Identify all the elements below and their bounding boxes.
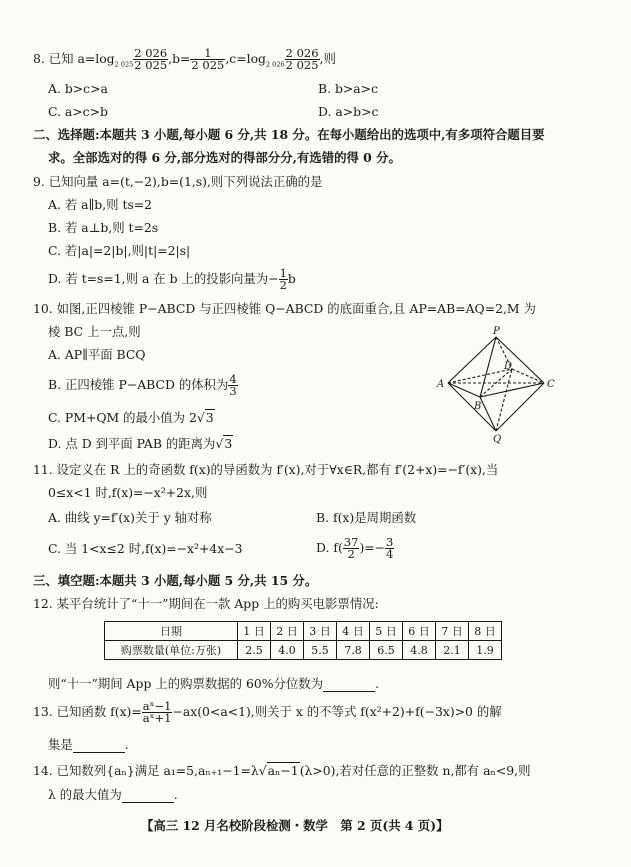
table-header-day: 8 日 xyxy=(469,622,502,641)
q9-option-d: D. 若 t=s=1,则 a 在 b 上的投影向量为− $\frac{1}{2}$ b xyxy=(48,266,296,292)
q9-d-fraction: $\frac{1}{2}$ xyxy=(279,266,287,292)
table-cell: 7.8 xyxy=(337,641,370,660)
q10-option-c: C. PM+QM 的最小值为 2√3 xyxy=(48,410,214,425)
table-cell: 6.5 xyxy=(370,641,403,660)
section2-heading: 二、选择题:本题共 3 小题,每小题 6 分,共 18 分。在每小题给出的选项中,有多项符合题目要 xyxy=(33,127,545,142)
table-header-day: 5 日 xyxy=(370,622,403,641)
q9-option-b: B. 若 a⊥b,则 t=2s xyxy=(48,220,159,235)
q8-stem: 8. 已知 $a=\log_{2 025}$ $\frac{2 026}{2 025}$ ,b= $\frac{1}{2 025}$ $,c=\log_{2 026}$ $\frac{2 026}{2 025}$ ,则 xyxy=(33,46,336,72)
table-header-day: 6 日 xyxy=(403,622,436,641)
q11-option-a: A. 曲线 y=f′(x)关于 y 轴对称 xyxy=(48,510,212,525)
table-row-label: 购票数量(单位:万张) xyxy=(105,641,238,660)
section2-heading-cont: 求。全部选对的得 6 分,部分选对的得部分分,有选错的得 0 分。 xyxy=(48,150,401,165)
q9-stem: 9. 已知向量 a=(t,−2),b=(1,s),则下列说法正确的是 xyxy=(33,174,323,189)
table-cell: 5.5 xyxy=(304,641,337,660)
q9-option-c: C. 若|a|=2|b|,则|t|=2|s| xyxy=(48,243,191,258)
table-header-day: 7 日 xyxy=(436,622,469,641)
q10-option-a: A. AP∥平面 BCQ xyxy=(48,347,146,362)
table-header-day: 1 日 xyxy=(238,622,271,641)
label-p: P xyxy=(493,326,500,337)
q13-stem: 13. 已知函数 f(x)= $\frac{\text{aˣ−1}}{\text{aˣ+1}}$ −ax(0<a<1),则关于 x 的不等式 f(x²+2)+f(−3x)>0 的解 xyxy=(33,699,502,725)
table-header-date: 日期 xyxy=(105,622,238,641)
ticket-table xyxy=(104,621,502,660)
q11-option-c: C. 当 1<x≤2 时,f(x)=−x²+4x−3 xyxy=(48,541,243,556)
table-cell: 2.1 xyxy=(436,641,469,660)
q10-b-fraction: $\frac{4}{3}$ xyxy=(229,372,237,398)
q10-stem-cont: 棱 BC 上一点,则 xyxy=(48,324,141,339)
q8-option-c: C. a>c>b xyxy=(48,104,108,119)
q11-d-fraction-1: $\frac{37}{2}$ xyxy=(343,535,359,561)
table-cell: 1.9 xyxy=(469,641,502,660)
page-footer: 【高三 12 月名校阶段检测・数学 第 2 页(共 4 页)】 xyxy=(141,818,449,833)
table-cell: 4.8 xyxy=(403,641,436,660)
q12-answer-blank[interactable] xyxy=(323,679,375,692)
q11-option-d: D. f( $\frac{37}{2}$ )=− $\frac{3}{4}$ xyxy=(316,535,394,561)
label-d: D xyxy=(504,361,513,372)
label-b: B xyxy=(474,401,482,412)
q14-line2: λ 的最大值为 . xyxy=(48,787,178,802)
q11-stem: 11. 设定义在 R 上的奇函数 f(x)的导函数为 f′(x),对于∀x∈R,都有 f′(2+x)=−f′(x),当 xyxy=(33,462,499,477)
q11-option-b: B. f(x)是周期函数 xyxy=(316,510,417,525)
label-c: C xyxy=(547,379,555,390)
q8-option-d: D. a>b>c xyxy=(318,104,379,119)
q11-d-fraction-2: $\frac{3}{4}$ xyxy=(386,535,394,561)
table-row xyxy=(105,641,502,660)
table-cell: 4.0 xyxy=(271,641,304,660)
table-row xyxy=(105,622,502,641)
q12-question: 则“十一”期间 App 上的购票数据的 60%分位数为 . xyxy=(48,676,380,691)
q13-answer-blank[interactable] xyxy=(73,740,125,753)
q11-stem-cont: 0≤x<1 时,f(x)=−x²+2x,则 xyxy=(48,485,208,500)
table-header-day: 4 日 xyxy=(337,622,370,641)
q10-option-d: D. 点 D 到平面 PAB 的距离为√3 xyxy=(48,436,233,451)
q8-option-b: B. b>a>c xyxy=(318,81,379,96)
q8-c-fraction: $\frac{2 026}{2 025}$ xyxy=(285,46,319,72)
q10-stem: 10. 如图,正四棱锥 P−ABCD 与正四棱锥 Q−ABCD 的底面重合,且 AP=AB=AQ=2,M 为 xyxy=(33,301,536,316)
q13-line2: 集是 . xyxy=(48,737,129,752)
section3-heading: 三、填空题:本题共 3 小题,每小题 5 分,共 15 分。 xyxy=(33,573,318,588)
label-a: A xyxy=(437,379,445,390)
label-q: Q xyxy=(493,434,502,445)
q8-b-fraction: $\frac{1}{2 025}$ xyxy=(191,46,225,72)
q14-stem: 14. 已知数列{aₙ}满足 a₁=5,aₙ₊₁−1=λ√aₙ−1(λ>0),若对任意的正整数 n,都有 aₙ<9,则 xyxy=(33,763,531,778)
table-cell: 2.5 xyxy=(238,641,271,660)
table-header-day: 3 日 xyxy=(304,622,337,641)
table-header-day: 2 日 xyxy=(271,622,304,641)
q10-option-b: B. 正四棱锥 P−ABCD 的体积为 $\frac{4}{3}$ xyxy=(48,372,237,398)
q8-a-fraction: $\frac{2 026}{2 025}$ xyxy=(134,46,168,72)
q13-fraction: $\frac{\text{aˣ−1}}{\text{aˣ+1}}$ xyxy=(142,699,172,725)
pyramid-figure xyxy=(432,325,567,445)
q12-stem: 12. 某平台统计了“十一”期间在一款 App 上的购买电影票情况: xyxy=(33,596,379,611)
q9-option-a: A. 若 a∥b,则 ts=2 xyxy=(48,197,153,212)
q14-answer-blank[interactable] xyxy=(122,790,174,803)
q8-option-a: A. b>c>a xyxy=(48,81,108,96)
